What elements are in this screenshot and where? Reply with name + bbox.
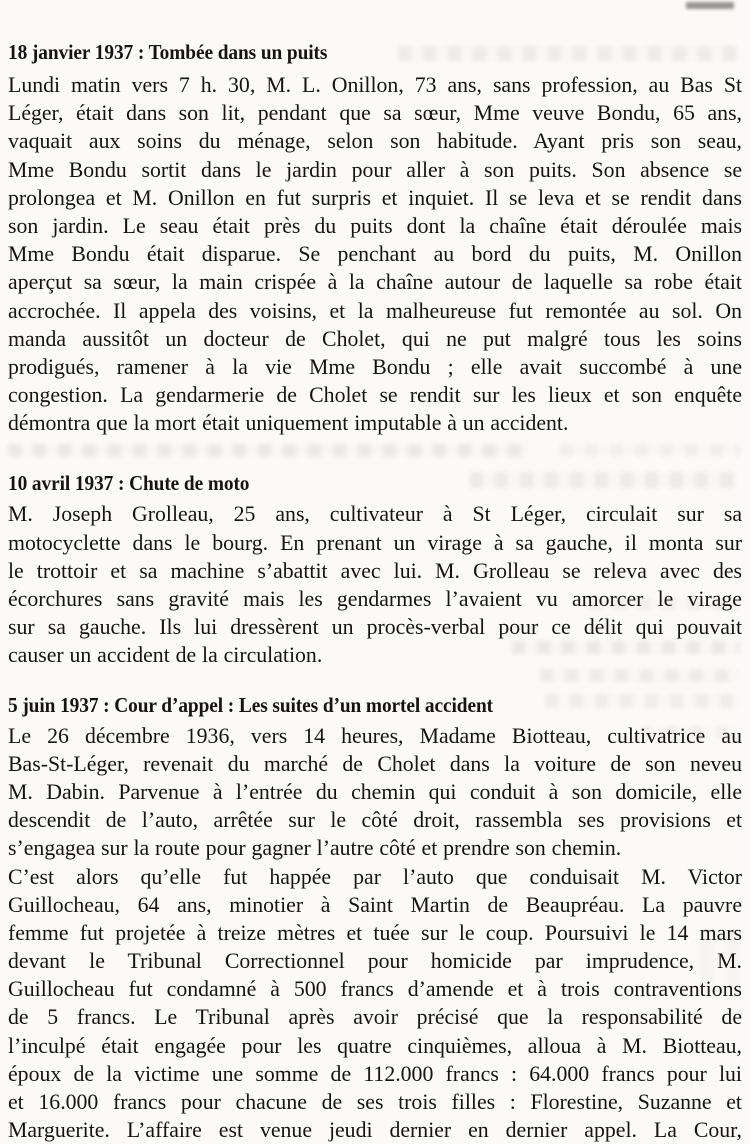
text-line: et 16.000 francs pour chacune de ses trois filles : Florestine, Suzanne et bbox=[8, 1088, 742, 1116]
text-line: de 5 francs. Le Tribunal après avoir précisé que la responsabilité de bbox=[8, 1003, 742, 1031]
text-line: le trottoir et sa machine s’abattit avec lui. M. Grolleau se releva avec des bbox=[8, 557, 742, 585]
text-line: descendit de l’auto, arrêtée sur le côté droit, rassembla ses provisions et bbox=[8, 806, 742, 834]
section-heading: 10 avril 1937 : Chute de moto bbox=[8, 468, 669, 498]
paragraph bbox=[8, 71, 742, 437]
text-line: Léger, était dans son lit, pendant que sa sœur, Mme veuve Bondu, 65 ans, bbox=[8, 99, 742, 127]
text-line: Mme Bondu était disparue. Se penchant au bord du puits, M. Onillon bbox=[8, 240, 742, 268]
text-line: Guillocheau, 64 ans, minotier à Saint Martin de Beaupréau. La pauvre bbox=[8, 891, 742, 919]
text-line: prodigués, ramener à la vie Mme Bondu ; elle avait succombé à une bbox=[8, 353, 742, 381]
text-line: devant le Tribunal Correctionnel pour homicide par imprudence, M. bbox=[8, 947, 742, 975]
text-line: démontra que la mort était uniquement imputable à un accident. bbox=[8, 409, 742, 437]
text-line: motocyclette dans le bourg. En prenant un virage à sa gauche, il monta sur bbox=[8, 529, 742, 557]
text-line: son jardin. Le seau était près du puits dont la chaîne était déroulée mais bbox=[8, 212, 742, 240]
text-line: Guillocheau fut condamné à 500 francs d’amende et à trois contraventions bbox=[8, 975, 742, 1003]
text-line: congestion. La gendarmerie de Cholet se rendit sur les lieux et son enquête bbox=[8, 381, 742, 409]
text-line: causer un accident de la circulation. bbox=[8, 641, 742, 669]
text-line: Marguerite. L’affaire est venue jeudi dernier en dernier appel. La Cour, bbox=[8, 1116, 742, 1144]
text-line: Mme Bondu sortit dans le jardin pour aller à son puits. Son absence se bbox=[8, 156, 742, 184]
news-section-1 bbox=[8, 37, 742, 437]
text-line: M. Joseph Grolleau, 25 ans, cultivateur à St Léger, circulait sur sa bbox=[8, 500, 742, 528]
text-line: Lundi matin vers 7 h. 30, M. L. Onillon, 73 ans, sans profession, au Bas St bbox=[8, 71, 742, 99]
document-content bbox=[8, 0, 742, 1144]
section-heading: 18 janvier 1937 : Tombée dans un puits bbox=[8, 37, 669, 67]
text-line: femme fut projetée à treize mètres et tuée sur le coup. Poursuivi le 14 mars bbox=[8, 919, 742, 947]
text-line: Bas-St-Léger, revenait du marché de Cholet dans la voiture de son neveu bbox=[8, 750, 742, 778]
paragraph bbox=[8, 722, 742, 863]
paragraph bbox=[8, 500, 742, 669]
text-line: C’est alors qu’elle fut happée par l’auto que conduisait M. Victor bbox=[8, 863, 742, 891]
section-heading: 5 juin 1937 : Cour d’appel : Les suites d’un mortel accident bbox=[8, 690, 669, 720]
text-line: s’engagea sur la route pour gagner l’autre côté et prendre son chemin. bbox=[8, 834, 742, 862]
text-line: prolongea et M. Onillon en fut surpris et inquiet. Il se leva et se rendit dans bbox=[8, 184, 742, 212]
text-line: M. Dabin. Parvenue à l’entrée du chemin qui conduit à son domicile, elle bbox=[8, 778, 742, 806]
text-line: accrochée. Il appela des voisins, et la malheureuse fut remontée au sol. On bbox=[8, 297, 742, 325]
paragraph bbox=[8, 863, 742, 1144]
news-section-3 bbox=[8, 690, 742, 1144]
text-line: écorchures sans gravité mais les gendarmes l’avaient vu amorcer le virage bbox=[8, 585, 742, 613]
text-line: sur sa gauche. Ils lui dressèrent un procès-verbal pour ce délit qui pouvait bbox=[8, 613, 742, 641]
text-line: manda aussitôt un docteur de Cholet, qui ne put malgré tous les soins bbox=[8, 325, 742, 353]
text-line: époux de la victime une somme de 112.000 francs : 64.000 francs pour lui bbox=[8, 1060, 742, 1088]
news-section-2 bbox=[8, 468, 742, 669]
text-line: vaquait aux soins du ménage, selon son habitude. Ayant pris son seau, bbox=[8, 127, 742, 155]
text-line: l’inculpé était engagée pour les quatre cinquièmes, alloua à M. Biotteau, bbox=[8, 1032, 742, 1060]
text-line: aperçut sa sœur, la main crispée à la chaîne autour de laquelle sa robe était bbox=[8, 268, 742, 296]
text-line: Le 26 décembre 1936, vers 14 heures, Madame Biotteau, cultivatrice au bbox=[8, 722, 742, 750]
